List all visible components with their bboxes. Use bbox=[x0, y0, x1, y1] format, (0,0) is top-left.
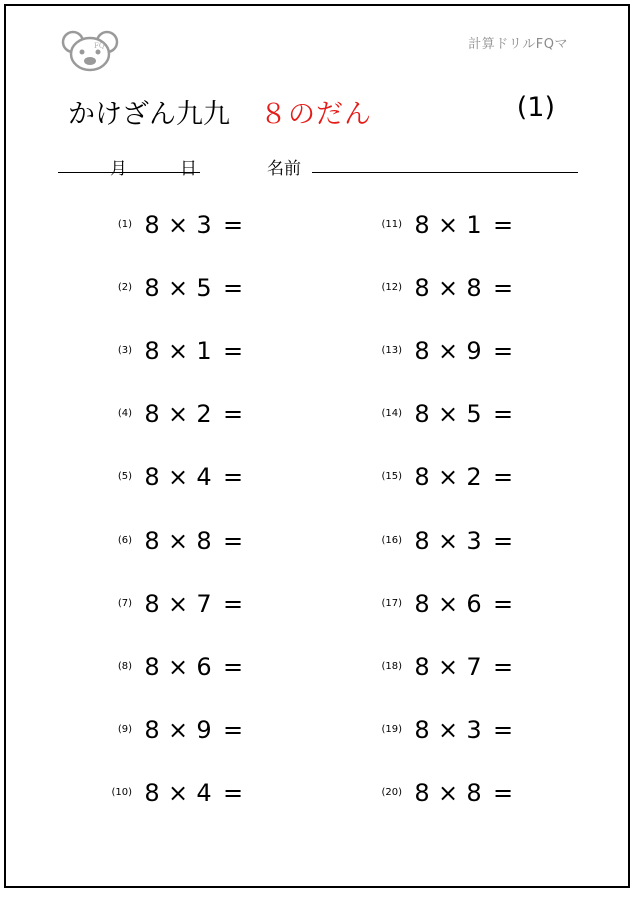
problem-number: (9) bbox=[117, 723, 132, 735]
problem-expression bbox=[414, 463, 524, 491]
times-sign: × bbox=[167, 211, 189, 239]
equals-sign: = bbox=[492, 715, 514, 744]
operand-a: 8 bbox=[144, 652, 160, 681]
equals-sign: = bbox=[222, 463, 244, 492]
title-dan: ８のだん bbox=[260, 99, 372, 130]
problem-expression bbox=[414, 337, 524, 365]
problem-number: (16) bbox=[381, 534, 402, 546]
operand-a: 8 bbox=[144, 211, 160, 239]
problem-expression bbox=[414, 779, 524, 807]
problem-number: (15) bbox=[381, 471, 402, 483]
times-sign: × bbox=[437, 652, 459, 681]
problem-number: (19) bbox=[381, 723, 402, 735]
equals-sign: = bbox=[492, 652, 514, 681]
problem-number: (17) bbox=[381, 597, 402, 609]
equals-sign: = bbox=[492, 526, 514, 555]
problem-number: (2) bbox=[117, 282, 132, 294]
problem-expression bbox=[144, 653, 254, 681]
operand-a: 8 bbox=[414, 652, 430, 681]
operand-a: 8 bbox=[414, 715, 430, 744]
name-field-line[interactable] bbox=[312, 172, 578, 173]
equals-sign: = bbox=[222, 337, 244, 366]
times-sign: × bbox=[437, 526, 459, 555]
equals-sign: = bbox=[492, 778, 514, 807]
equals-sign: = bbox=[222, 778, 244, 807]
operand-a: 8 bbox=[144, 589, 160, 618]
problem-expression bbox=[144, 527, 254, 555]
operand-a: 8 bbox=[144, 778, 160, 807]
times-sign: × bbox=[437, 211, 459, 239]
problem-number: (5) bbox=[117, 471, 132, 483]
equals-sign: = bbox=[492, 463, 514, 492]
problem-expression bbox=[414, 527, 524, 555]
times-sign: × bbox=[437, 715, 459, 744]
operand-b: 9 bbox=[196, 715, 212, 744]
problem-expression bbox=[414, 400, 524, 428]
problem-number: (3) bbox=[117, 345, 132, 357]
operand-b: 9 bbox=[466, 337, 482, 366]
bear-logo-icon bbox=[60, 30, 120, 74]
worksheet bbox=[4, 4, 630, 888]
times-sign: × bbox=[167, 652, 189, 681]
operand-a: 8 bbox=[414, 211, 430, 239]
problem-expression bbox=[414, 211, 524, 239]
equals-sign: = bbox=[492, 337, 514, 366]
problem-number: (4) bbox=[117, 408, 132, 420]
operand-a: 8 bbox=[414, 778, 430, 807]
operand-b: 5 bbox=[196, 274, 212, 303]
equals-sign: = bbox=[492, 400, 514, 429]
operand-a: 8 bbox=[414, 337, 430, 366]
name-label: 名前 bbox=[267, 159, 301, 179]
equals-sign: = bbox=[222, 715, 244, 744]
problem-expression bbox=[144, 400, 254, 428]
operand-a: 8 bbox=[414, 526, 430, 555]
times-sign: × bbox=[167, 337, 189, 366]
operand-b: 4 bbox=[196, 778, 212, 807]
operand-b: 2 bbox=[466, 463, 482, 492]
times-sign: × bbox=[437, 400, 459, 429]
operand-b: 8 bbox=[466, 274, 482, 303]
equals-sign: = bbox=[222, 526, 244, 555]
problem-number: (18) bbox=[381, 660, 402, 672]
times-sign: × bbox=[167, 274, 189, 303]
operand-b: 8 bbox=[196, 526, 212, 555]
problem-number: (20) bbox=[381, 786, 402, 798]
operand-b: 6 bbox=[466, 589, 482, 618]
problem-expression bbox=[144, 463, 254, 491]
operand-a: 8 bbox=[144, 274, 160, 303]
problem-expression bbox=[414, 274, 524, 302]
operand-b: 5 bbox=[466, 400, 482, 429]
equals-sign: = bbox=[222, 211, 244, 239]
times-sign: × bbox=[167, 589, 189, 618]
times-sign: × bbox=[437, 337, 459, 366]
times-sign: × bbox=[167, 400, 189, 429]
title-main: かけざん九九 bbox=[68, 99, 230, 130]
operand-a: 8 bbox=[144, 337, 160, 366]
problem-number: (7) bbox=[117, 597, 132, 609]
times-sign: × bbox=[437, 778, 459, 807]
problem-number: (14) bbox=[381, 408, 402, 420]
operand-a: 8 bbox=[414, 400, 430, 429]
times-sign: × bbox=[167, 715, 189, 744]
operand-b: 8 bbox=[466, 778, 482, 807]
problem-expression bbox=[144, 590, 254, 618]
operand-b: 3 bbox=[466, 526, 482, 555]
equals-sign: = bbox=[222, 589, 244, 618]
operand-a: 8 bbox=[144, 526, 160, 555]
problem-number: (12) bbox=[381, 282, 402, 294]
operand-b: 6 bbox=[196, 652, 212, 681]
operand-b: 4 bbox=[196, 463, 212, 492]
problem-expression bbox=[144, 211, 254, 239]
problem-expression bbox=[414, 590, 524, 618]
problem-number: (6) bbox=[117, 534, 132, 546]
equals-sign: = bbox=[222, 652, 244, 681]
problem-expression bbox=[144, 274, 254, 302]
month-label: 月 bbox=[110, 159, 127, 179]
problem-expression bbox=[144, 779, 254, 807]
equals-sign: = bbox=[492, 211, 514, 239]
problem-number: (10) bbox=[111, 786, 132, 798]
operand-b: 7 bbox=[466, 652, 482, 681]
operand-a: 8 bbox=[414, 274, 430, 303]
problem-number: (13) bbox=[381, 345, 402, 357]
times-sign: × bbox=[437, 274, 459, 303]
equals-sign: = bbox=[222, 274, 244, 303]
date-line[interactable] bbox=[58, 172, 200, 173]
times-sign: × bbox=[437, 463, 459, 492]
worksheet-title bbox=[68, 92, 372, 131]
problem-expression bbox=[414, 716, 524, 744]
operand-a: 8 bbox=[144, 715, 160, 744]
operand-b: 7 bbox=[196, 589, 212, 618]
operand-a: 8 bbox=[144, 400, 160, 429]
times-sign: × bbox=[437, 589, 459, 618]
operand-a: 8 bbox=[414, 463, 430, 492]
operand-b: 2 bbox=[196, 400, 212, 429]
problem-number: (11) bbox=[381, 219, 402, 230]
problem-number: (1) bbox=[117, 219, 132, 230]
svg-text:FQ: FQ bbox=[94, 42, 105, 50]
problem-number: (8) bbox=[117, 660, 132, 672]
equals-sign: = bbox=[492, 274, 514, 303]
operand-a: 8 bbox=[144, 463, 160, 492]
problem-expression bbox=[144, 716, 254, 744]
equals-sign: = bbox=[492, 589, 514, 618]
problem-expression bbox=[414, 653, 524, 681]
times-sign: × bbox=[167, 463, 189, 492]
operand-b: 1 bbox=[466, 211, 482, 239]
sheet-number: (1) bbox=[516, 92, 555, 123]
equals-sign: = bbox=[222, 400, 244, 429]
operand-b: 3 bbox=[466, 715, 482, 744]
site-name: 計算ドリルFQマ bbox=[468, 37, 568, 52]
operand-b: 3 bbox=[196, 211, 212, 239]
times-sign: × bbox=[167, 778, 189, 807]
day-label: 日 bbox=[180, 159, 197, 179]
operand-b: 1 bbox=[196, 337, 212, 366]
times-sign: × bbox=[167, 526, 189, 555]
problem-expression bbox=[144, 337, 254, 365]
operand-a: 8 bbox=[414, 589, 430, 618]
